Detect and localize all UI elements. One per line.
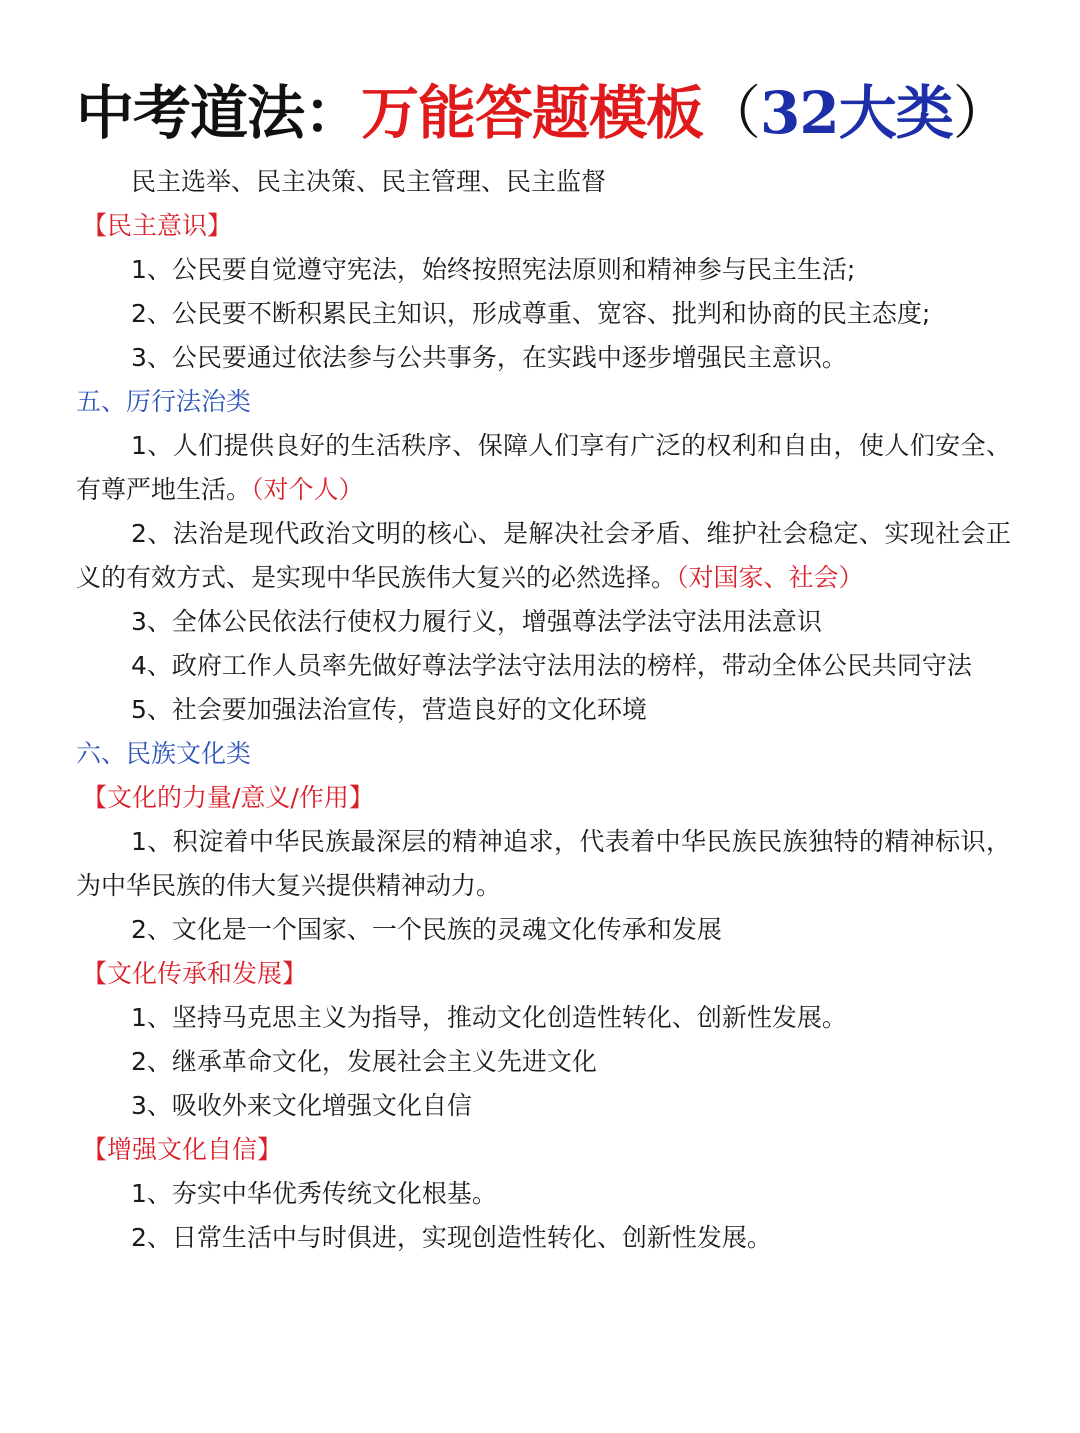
list-item: 1、公民要自觉遵守宪法，始终按照宪法原则和精神参与民主生活; xyxy=(131,255,856,284)
title-paren-close: ） xyxy=(952,79,1010,147)
list-item: 2、日常生活中与时俱进，实现创造性转化、创新性发展。 xyxy=(131,1223,772,1252)
list-item xyxy=(76,424,1011,512)
list-item: 3、公民要通过依法参与公共事务，在实践中逐步增强民主意识。 xyxy=(131,343,847,372)
list-item: 3、全体公民依法行使权力履行义，增强尊法学法守法用法意识 xyxy=(131,607,822,636)
section-label-democracy: 【民主意识】 xyxy=(82,211,233,240)
page-title xyxy=(76,70,1036,160)
list-item: 1、坚持马克思主义为指导，推动文化创造性转化、创新性发展。 xyxy=(131,1003,847,1032)
list-item: 1、夯实中华优秀传统文化根基。 xyxy=(131,1179,497,1208)
subsection-label-cultural-confidence: 【增强文化自信】 xyxy=(82,1135,283,1164)
subsection-label-culture-inheritance: 【文化传承和发展】 xyxy=(82,959,308,988)
list-item xyxy=(76,512,1011,600)
list-item: 3、吸收外来文化增强文化自信 xyxy=(131,1091,472,1120)
list-item-text: 2、法治是现代政治文明的核心、是解决社会矛盾、维护社会稳定、实现社会正义的有效方式、是实现中华民族伟大复兴的必然选择。 xyxy=(76,519,1011,592)
subsection-label-culture-power: 【文化的力量/意义/作用】 xyxy=(82,783,374,812)
list-item: 1、积淀着中华民族最深层的精神追求，代表着中华民族民族独特的精神标识，为中华民族的伟大复兴提供精神动力。 xyxy=(76,827,1011,900)
note-individual: （对个人） xyxy=(251,475,364,504)
title-part-count: 32大类 xyxy=(760,79,953,147)
intro-line: 民主选举、民主决策、民主管理、民主监督 xyxy=(131,167,607,196)
section-heading-rule-of-law: 五、厉行法治类 xyxy=(76,387,252,416)
note-state-society: （对国家、社会） xyxy=(676,563,864,592)
content-body xyxy=(76,160,1011,1260)
list-item: 4、政府工作人员率先做好尊法学法守法用法的榜样，带动全体公民共同守法 xyxy=(131,651,972,680)
section-heading-culture: 六、民族文化类 xyxy=(76,739,252,768)
list-item: 5、社会要加强法治宣传，营造良好的文化环境 xyxy=(131,695,647,724)
list-item: 2、继承革命文化，发展社会主义先进文化 xyxy=(131,1047,597,1076)
title-part-template: 万能答题模板 xyxy=(361,79,704,147)
title-paren-open: （ xyxy=(703,79,761,147)
list-item-text: 1、人们提供良好的生活秩序、保障人们享有广泛的权利和自由，使人们安全、有尊严地生活。 xyxy=(76,431,1011,504)
title-part-subject: 中考道法： xyxy=(76,79,362,147)
list-item: 2、公民要不断积累民主知识，形成尊重、宽容、批判和协商的民主态度; xyxy=(131,299,931,328)
list-item: 2、文化是一个国家、一个民族的灵魂文化传承和发展 xyxy=(131,915,722,944)
